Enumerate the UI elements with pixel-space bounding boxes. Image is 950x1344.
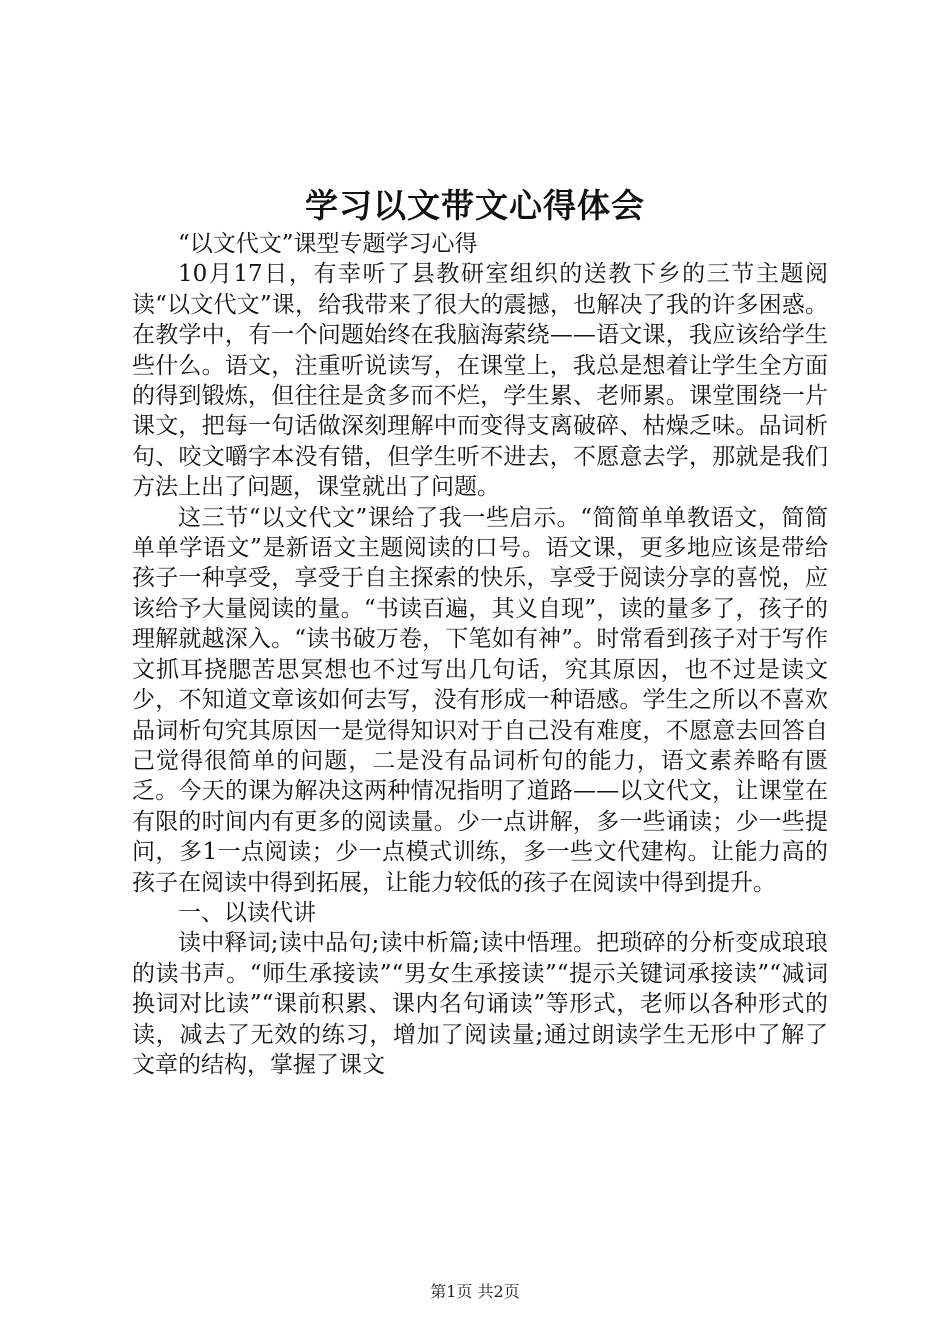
- document-body: [132, 229, 828, 1080]
- section-heading: 一、以读代讲: [178, 899, 316, 926]
- body-paragraph: 10月17日，有幸听了县教研室组织的送教下乡的三节主题阅读“以文代文”课，给我带来了很大的震撼，也解决了我的许多困惑。在教学中，有一个问题始终在我脑海萦绕——语文课，我应该给学生些什么。语文，注重听说读写，在课堂上，我总是想着让学生全方面的得到锻炼，但往往是贪多而不烂，学生累、老师累。课堂围绕一片课文，把每一句话做深刻理解中而变得支离破碎、枯燥乏味。品词析句、咬文嚼字本没有错，但学生听不进去，不愿意去学，那就是我们方法上出了问题，课堂就出了问题。: [132, 261, 828, 501]
- subtitle-paragraph: “以文代文”课型专题学习心得: [178, 231, 478, 257]
- body-paragraph: 读中释词;读中品句;读中析篇;读中悟理。把琐碎的分析变成琅琅的读书声。“师生承接读”“男女生承接读”“提示关键词承接读”“减词换词对比读”“课前积累、课内名句诵读”等形式，老师以各种形式的读，减去了无效的练习，增加了阅读量;通过朗读学生无形中了解了文章的结构，掌握了课文: [132, 930, 828, 1078]
- page-footer: 第1页 共2页: [430, 1282, 520, 1301]
- body-paragraph: 这三节“以文代文”课给了我一些启示。“简简单单教语文，简简单单学语文”是新语文主题阅读的口号。语文课，更多地应该是带给孩子一种享受，享受于自主探索的快乐，享受于阅读分享的喜悦，应该给予大量阅读的量。“书读百遍，其义自现”，读的量多了，孩子的理解就越深入。“读书破万卷，下笔如有神”。时常看到孩子对于写作文抓耳挠腮苦思冥想也不过写出几句话，究其原因，也不过是读文少，不知道文章该如何去写，没有形成一种语感。学生之所以不喜欢品词析句究其原因一是觉得知识对于自己没有难度，不愿意去回答自己觉得很简单的问题，二是没有品词析句的能力，语文素养略有匮乏。今天的课为解决这两种情况指明了道路——以文代文，让课堂在有限的时间内有更多的阅读量。少一点讲解，多一些诵读；少一些提问，多1一点阅读；少一点模式训练，多一些文代建构。让能力高的孩子在阅读中得到拓展，让能力较低的孩子在阅读中得到提升。: [132, 504, 828, 896]
- document-title: 学习以文带文心得体会: [305, 186, 645, 225]
